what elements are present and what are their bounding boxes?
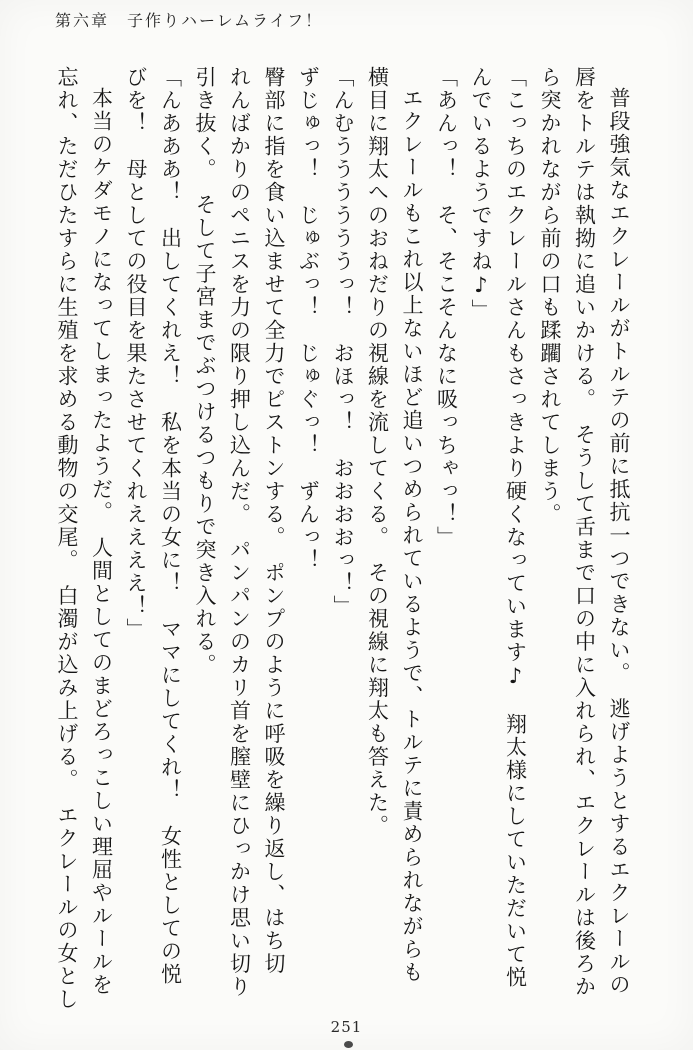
text-column: ら突かれながら前の口も蹂躙されてしまう。: [538, 66, 562, 526]
text-column: 忘れ、ただひたすらに生殖を求める動物の交尾。 白濁が込み上げる。 エクレールの女とし: [55, 66, 79, 1011]
text-column: 「んむううううううっ！ おほっ！ おおおおっ！」: [331, 66, 355, 618]
chapter-header: 第六章 子作りハーレムライフ！: [55, 11, 324, 30]
scan-smudge-mark: [344, 1041, 353, 1048]
main-text-block: [48, 66, 636, 1032]
text-column: 「あんっ！ そ、そこそんなに吸っちゃっ！」: [434, 66, 459, 549]
text-column: 横目に翔太へのおねだりの視線を流してくる。 その視線に翔太も答えた。: [365, 66, 390, 838]
text-column: んでいるようですね♪」: [469, 66, 493, 322]
text-column: 普段強気なエクレールがトルテの前に抵抗一つできない。 逃げようとするエクレールの: [607, 87, 631, 997]
text-column: びを！ 母としての役目を果たさせてくれええええ！」: [124, 66, 148, 641]
text-column: 本当のケダモノになってしまったようだ。 人間としてのまどろっこしい理屈やルールを: [89, 87, 114, 997]
text-column: 「こっちのエクレールさんもさっきより硬くなっています♪ 翔太様にしていただいて悦: [503, 66, 528, 989]
text-column: 「んあああ！ 出してくれえ！ 私を本当の女に！ ママにしてくれ！ 女性としての悦: [158, 66, 183, 986]
text-column: エクレールもこれ以上ないほど追いつめられているようで、トルテに責められながらも: [400, 87, 424, 984]
text-column: 唇をトルテは執拗に追いかける。 そうして舌まで口の中に入れられ、エクレールは後ろか: [572, 66, 597, 999]
text-column: れんばかりのペニスを力の限り押し込んだ。 パンパンのカリ首を膣壁にひっかけ思い切り: [227, 66, 252, 999]
text-column: 臀部に指を食い込ませて全力でピストンする。 ポンプのように呼吸を繰り返し、はち切: [262, 66, 286, 976]
text-column: 引き抜く。 そして子宮までぶつけるつもりで突き入れる。: [193, 66, 217, 677]
text-column: ずじゅっ！ じゅぶっ！ じゅぐっ！ ずんっ！: [296, 66, 321, 572]
page-number: 251: [330, 1018, 363, 1036]
